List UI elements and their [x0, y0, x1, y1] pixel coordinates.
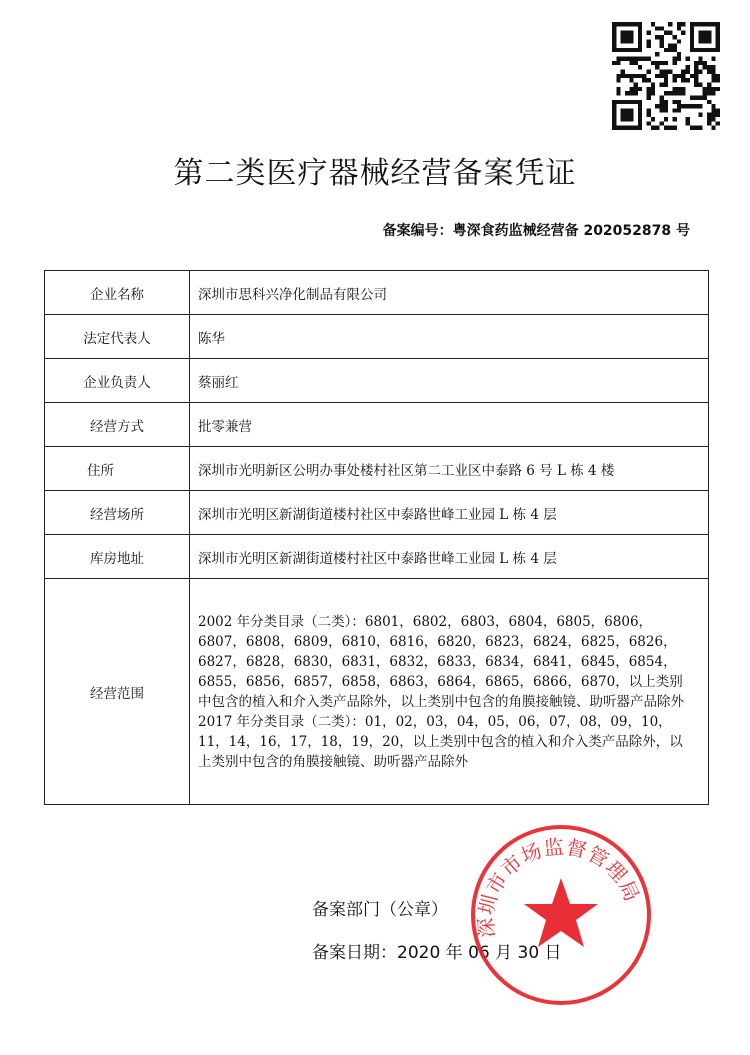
qr-code-icon: [612, 22, 720, 130]
row-value: 深圳市光明新区公明办事处楼村社区第二工业区中泰路 6 号 L 栋 4 楼: [190, 447, 709, 491]
official-seal-icon: [466, 820, 656, 1010]
row-label: 库房地址: [45, 535, 190, 579]
row-label: 企业负责人: [45, 359, 190, 403]
row-label: 经营方式: [45, 403, 190, 447]
filing-department: 备案部门（公章）: [312, 900, 448, 920]
scope-value: [190, 579, 709, 805]
row-label: 经营场所: [45, 491, 190, 535]
scope-2002: 2002 年分类目录（二类）：6801，6802，6803，6804，6805，6806，6807，6808，6809，6810，6816，6820，6823，6824，6825，6826，6827，6828，6830，6831，6832，6833，6834，6841，6845，6854，6855，6856，6857，6858，6863，6864，6865，6866，6870，以上类别中包含的植入和介入类产品除外，以上类别中包含的角膜接触镜、助听器产品除外: [198, 613, 684, 710]
table-row: [45, 271, 709, 315]
table-row: [45, 315, 709, 359]
scope-label: 经营范围: [45, 579, 190, 805]
table-row: [45, 359, 709, 403]
row-value: 蔡丽红: [190, 359, 709, 403]
scope-2017: 2017 年分类目录（二类）：01，02，03，04，05，06，07，08，09，10，11，14，16，17，18，19，20，以上类别中包含的植入和介入类产品除外，以上类别中包含的角膜接触镜、助听器产品除外: [198, 713, 683, 770]
table-row: [45, 491, 709, 535]
row-value: 深圳市光明区新湖街道楼村社区中泰路世峰工业园 L 栋 4 层: [190, 491, 709, 535]
table-row: [45, 447, 709, 491]
table-row: [45, 403, 709, 447]
filing-date: 备案日期：2020 年 06 月 30 日: [312, 943, 562, 963]
table-row-scope: [45, 579, 709, 805]
row-label: 企业名称: [45, 271, 190, 315]
svg-text:深圳市市场监督管理局: 深圳市市场监督管理局: [473, 834, 645, 939]
row-label: 住所: [87, 462, 114, 479]
row-value: 陈华: [190, 315, 709, 359]
row-value: 深圳市思科兴净化制品有限公司: [190, 271, 709, 315]
table-row: [45, 535, 709, 579]
row-value: 批零兼营: [190, 403, 709, 447]
registration-number: 备案编号：粤深食药监械经营备 202052878 号: [382, 223, 690, 239]
row-value: 深圳市光明区新湖街道楼村社区中泰路世峰工业园 L 栋 4 层: [190, 535, 709, 579]
info-table: [44, 270, 709, 805]
page-title: 第二类医疗器械经营备案凭证: [173, 156, 577, 191]
row-label: 法定代表人: [45, 315, 190, 359]
